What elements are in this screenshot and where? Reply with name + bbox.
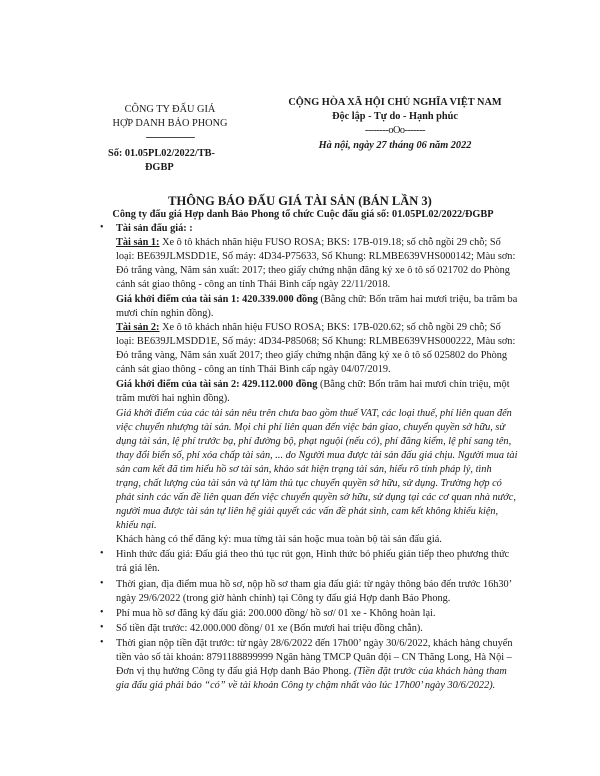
auction-form-line2: trả giá lên.	[116, 563, 160, 574]
note-line: Giá khởi điểm của các tài sản nêu trên chưa bao gồm thuế VAT, các loại thuế, phí liên quan đến	[116, 408, 512, 419]
bullet-icon: •	[100, 607, 104, 618]
asset2-label: Tài sản 2:	[116, 322, 160, 333]
note-line: phát sinh các vấn đề liên quan đến việc chuyển quyền sở hữu, sử dụng tại các cơ quan nhà nước,	[116, 492, 516, 503]
note-line: trạng, chất lượng của tài sản và tự làm thủ tục chuyển quyền sở hữu, sử dụng. Trường hợp có	[116, 478, 502, 489]
deposit-time-line1: Thời gian nộp tiền đặt trước: từ ngày 28/6/2022 đến 17h00’ ngày 30/6/2022, khách hàng chuyển	[116, 638, 513, 649]
note-line: khiếu nại.	[116, 520, 157, 531]
note-line: dụng tài sản, lệ phí trước bạ, phí đường bộ, phạt nguội (nếu có), phí đăng kiểm, lệ phí sang tên,	[116, 436, 512, 447]
nation-motto: Độc lập - Tự do - Hạnh phúc	[332, 111, 458, 122]
dossier-time-line2: ngày 29/6/2022 (trong giờ hành chính) tại Công ty đấu giá Hợp danh Bảo Phong.	[116, 593, 451, 604]
dossier-fee: Phí mua hồ sơ đăng ký đấu giá: 200.000 đồng/ hồ sơ/ 01 xe - Không hoàn lại.	[116, 608, 436, 619]
asset2-line1: Tài sản 2: Xe ô tô khách nhãn hiệu FUSO ROSA; BKS: 17B-020.62; số chỗ ngồi 29 chỗ; Số	[116, 322, 501, 333]
asset1-price-label: Giá khởi điểm của tài sản 1: 420.339.000 đồng	[116, 294, 318, 305]
doc-number-line1: Số: 01.05PL02/2022/TB-	[108, 148, 215, 159]
asset1-price: Giá khởi điểm của tài sản 1: 420.339.000 đồng (Bằng chữ: Bốn trăm hai mươi triệu, ba trăm ba	[116, 294, 518, 305]
asset2-price-words: trăm mười hai nghìn đồng).	[116, 393, 230, 404]
dossier-time-line1: Thời gian, địa điểm mua hồ sơ, nộp hồ sơ tham gia đấu giá: từ ngày thông báo đến trước 16h30’	[116, 579, 513, 590]
doc-number-line2: ĐGBP	[145, 162, 174, 173]
deposit-time-line2: tiền vào số tài khoản: 8791188899999 Ngân hàng TMCP Quân đội – CN Thăng Long, Hà Nội –	[116, 652, 512, 663]
note-line: việc chuyển nhượng tài sản. Mọi chi phí liên quan đến việc bán giao, chuyển quyền sở hữu, sử	[116, 422, 505, 433]
company-separator: --------------------	[145, 132, 195, 143]
asset2-line2: loại: BE639JLMSDD1E, Số máy: 4D34-P85068; Số Khung: RLMBE639VHS000222, Màu sơn:	[116, 336, 516, 347]
motto-separator: --------oOo-------	[364, 125, 426, 136]
auction-form-line1: Hình thức đấu giá: Đấu giá theo thủ tục rút gọn, Hình thức bỏ phiếu gián tiếp theo phương thức	[116, 549, 510, 560]
note-line: sản cam kết đã tìm hiểu hồ sơ tài sản, khảo sát hiện trạng tài sản, hiểu rõ tính pháp lý, tình	[116, 464, 492, 475]
bullet-icon: •	[100, 622, 104, 633]
asset1-label: Tài sản 1:	[116, 237, 160, 248]
company-name-line1: CÔNG TY ĐẤU GIÁ	[124, 104, 216, 115]
deposit-time-line4: gia đấu giá phải báo “có” về tài khoản Công ty chậm nhất vào lúc 17h00’ ngày 30/6/2022).	[116, 680, 496, 691]
deposit-amount: Số tiền đặt trước: 42.000.000 đồng/ 01 xe (Bốn mươi hai triệu đồng chẵn).	[116, 623, 423, 634]
document-subtitle: Công ty đấu giá Hợp danh Bảo Phong tổ chức Cuộc đấu giá số: 01.05PL02/2022/ĐGBP	[112, 209, 494, 220]
bullet-icon: •	[100, 578, 104, 589]
note-line: người mua được tài sản tự liên hệ giải quyết các vấn đề phát sinh, cam kết không khiếu kiện,	[116, 506, 499, 517]
document-title: THÔNG BÁO ĐẤU GIÁ TÀI SẢN (BÁN LẦN 3)	[168, 194, 432, 208]
nation-title: CỘNG HÒA XÃ HỘI CHỦ NGHĨA VIỆT NAM	[288, 97, 502, 108]
issue-date: Hà nội, ngày 27 tháng 06 năm 2022	[318, 140, 472, 151]
asset1-line2: loại: BE639JLMSDD1E, Số máy: 4D34-P75633, Số Khung: RLMBE639VHS000142; Màu sơn:	[116, 251, 516, 262]
buyer-line: Khách hàng có thể đăng ký: mua từng tài sản hoặc mua toàn bộ tài sản đấu giá.	[116, 534, 442, 545]
asset2-line3: Đỏ trắng vàng, Năm sản xuất 2017; theo giấy chứng nhận đăng ký xe ô tô số 025802 do Phòng	[116, 350, 508, 361]
asset1-line4: cảnh sát giao thông - công an tỉnh Thái Bình cấp ngày 22/11/2018.	[116, 279, 391, 290]
asset2-line4: cảnh sát giao thông - công an tỉnh Thái Bình cấp ngày 04/07/2019.	[116, 364, 391, 375]
asset2-price: Giá khởi điểm của tài sản 2: 429.112.000 đồng (Bằng chữ: Bốn trăm hai mươi chín triệu, một	[116, 379, 510, 390]
bullet-icon: •	[100, 222, 104, 233]
asset1-line3: Đỏ trắng vàng, Năm sản xuất: 2017; theo giấy chứng nhận đăng ký xe ô tô số 021702 do Phòng	[116, 265, 510, 276]
assets-heading: Tài sản đấu giá: :	[116, 223, 193, 234]
bullet-icon: •	[100, 637, 104, 648]
bullet-icon: •	[100, 548, 104, 559]
company-name-line2: HỢP DANH BẢO PHONG	[112, 118, 228, 129]
deposit-time-line3: Đơn vị thụ hưởng Công ty đấu giá Hợp danh Bảo Phong. (Tiền đặt trước của khách hàng tham	[116, 666, 507, 677]
asset2-price-label: Giá khởi điểm của tài sản 2: 429.112.000 đồng	[116, 379, 318, 390]
note-line: thay đổi biển số, phí xóa chấp tài sản, ... do Người mua được tài sản đấu giá chịu. Người mua tài	[116, 450, 518, 461]
asset1-line1: Tài sản 1: Xe ô tô khách nhãn hiệu FUSO ROSA; BKS: 17B-019.18; số chỗ ngồi 29 chỗ; Số	[116, 237, 501, 248]
asset1-price-words: mươi chín nghìn đồng).	[116, 308, 214, 319]
